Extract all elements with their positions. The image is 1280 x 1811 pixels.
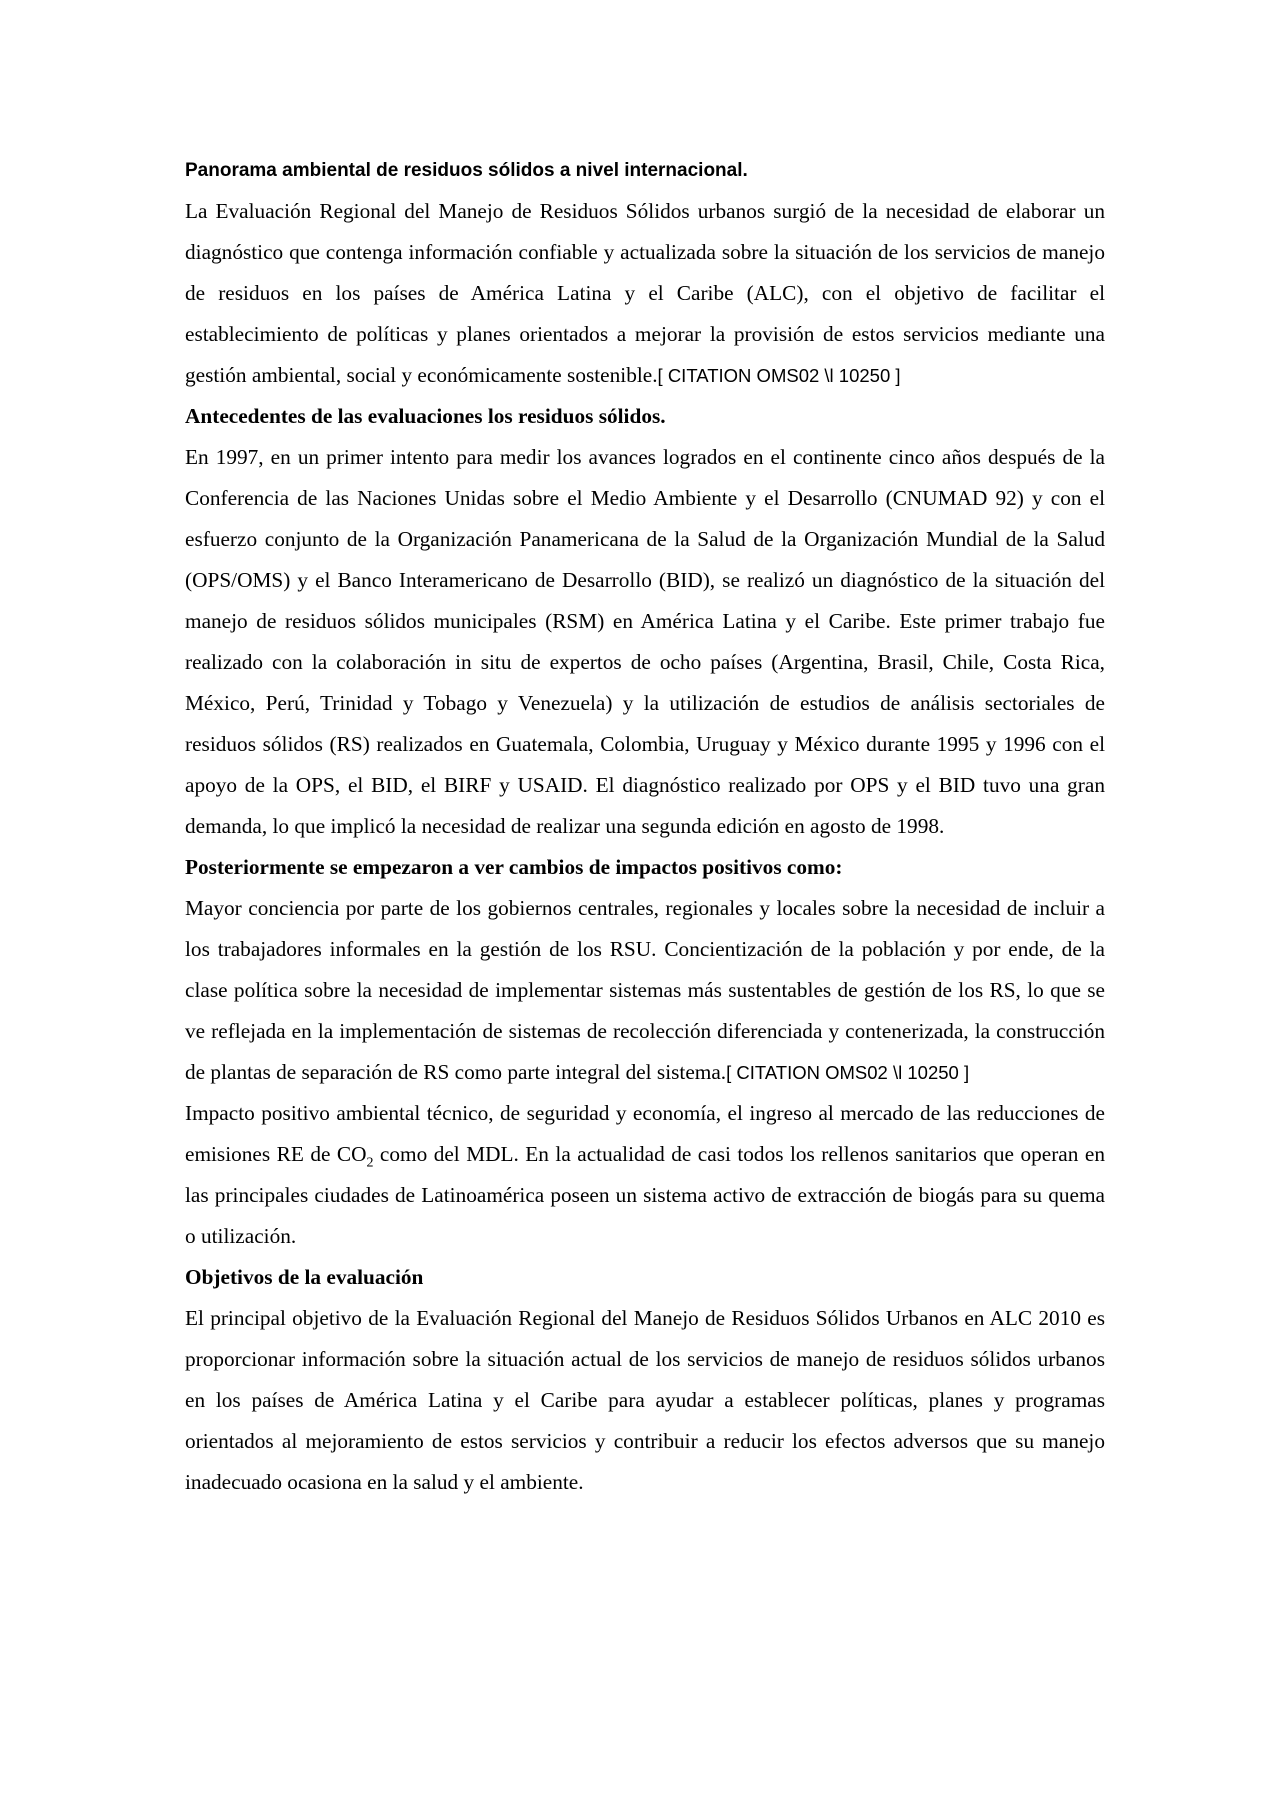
paragraph-evaluacion-regional bbox=[185, 191, 1105, 396]
paragraph-text: Mayor conciencia por parte de los gobiernos centrales, regionales y locales sobre la necesidad de incluir a los trabajadores informales en la gestión de los RSU. Concientización de la población y por ende, de la clase política sobre la necesidad de implementar sistemas más sustentables de gestión de los RS, lo que se ve reflejada en la implementación de sistemas de recolección diferenciada y contenerizada, la construcción de plantas de separación de RS como parte integral del sistema. bbox=[185, 896, 1105, 1084]
paragraph-1997: En 1997, en un primer intento para medir los avances logrados en el continente cinco años después de la Conferencia de las Naciones Unidas sobre el Medio Ambiente y el Desarrollo (CNUMAD 92) y con el esfuerzo conjunto de la Organización Panamericana de la Salud de la Organización Mundial de la Salud (OPS/OMS) y el Banco Interamericano de Desarrollo (BID), se realizó un diagnóstico de la situación del manejo de residuos sólidos municipales (RSM) en América Latina y el Caribe. Este primer trabajo fue realizado con la colaboración in situ de expertos de ocho países (Argentina, Brasil, Chile, Costa Rica, México, Perú, Trinidad y Tobago y Venezuela) y la utilización de estudios de análisis sectoriales de residuos sólidos (RS) realizados en Guatemala, Colombia, Uruguay y México durante 1995 y 1996 con el apoyo de la OPS, el BID, el BIRF y USAID. El diagnóstico realizado por OPS y el BID tuvo una gran demanda, lo que implicó la necesidad de realizar una segunda edición en agosto de 1998. bbox=[185, 445, 1105, 838]
document-page bbox=[185, 150, 1105, 1503]
paragraph-mayor-conciencia bbox=[185, 888, 1105, 1093]
heading-panorama: Panorama ambiental de residuos sólidos a nivel internacional. bbox=[185, 160, 748, 181]
heading-objetivos: Objetivos de la evaluación bbox=[185, 1265, 424, 1289]
heading-posteriormente: Posteriormente se empezaron a ver cambios de impactos positivos como: bbox=[185, 855, 843, 879]
citation-field: [ CITATION OMS02 \l 10250 ] bbox=[657, 365, 901, 386]
paragraph-impacto-positivo bbox=[185, 1093, 1105, 1257]
paragraph-text: La Evaluación Regional del Manejo de Residuos Sólidos urbanos surgió de la necesidad de elaborar un diagnóstico que contenga información confiable y actualizada sobre la situación de los servicios de manejo de residuos en los países de América Latina y el Caribe (ALC), con el objetivo de facilitar el establecimiento de políticas y planes orientados a mejorar la provisión de estos servicios mediante una gestión ambiental, social y económicamente sostenible. bbox=[185, 199, 1105, 387]
paragraph-text-a: Impacto positivo ambiental técnico, de seguridad y economía, el ingreso al mercado de las reducciones de emisiones RE de CO bbox=[185, 1101, 1105, 1166]
paragraph-objetivo-principal: El principal objetivo de la Evaluación Regional del Manejo de Residuos Sólidos Urbanos en ALC 2010 es proporcionar información sobre la situación actual de los servicios de manejo de residuos sólidos urbanos en los países de América Latina y el Caribe para ayudar a establecer políticas, planes y programas orientados al mejoramiento de estos servicios y contribuir a reducir los efectos adversos que su manejo inadecuado ocasiona en la salud y el ambiente. bbox=[185, 1306, 1105, 1494]
subscript-2: 2 bbox=[366, 1155, 374, 1171]
citation-field: [ CITATION OMS02 \l 10250 ] bbox=[726, 1062, 970, 1083]
paragraph-text-b: como del MDL. En la actualidad de casi todos los rellenos sanitarios que operan en las principales ciudades de Latinoamérica poseen un sistema activo de extracción de biogás para su quema o utilización. bbox=[185, 1142, 1105, 1248]
heading-antecedentes: Antecedentes de las evaluaciones los residuos sólidos. bbox=[185, 404, 666, 428]
